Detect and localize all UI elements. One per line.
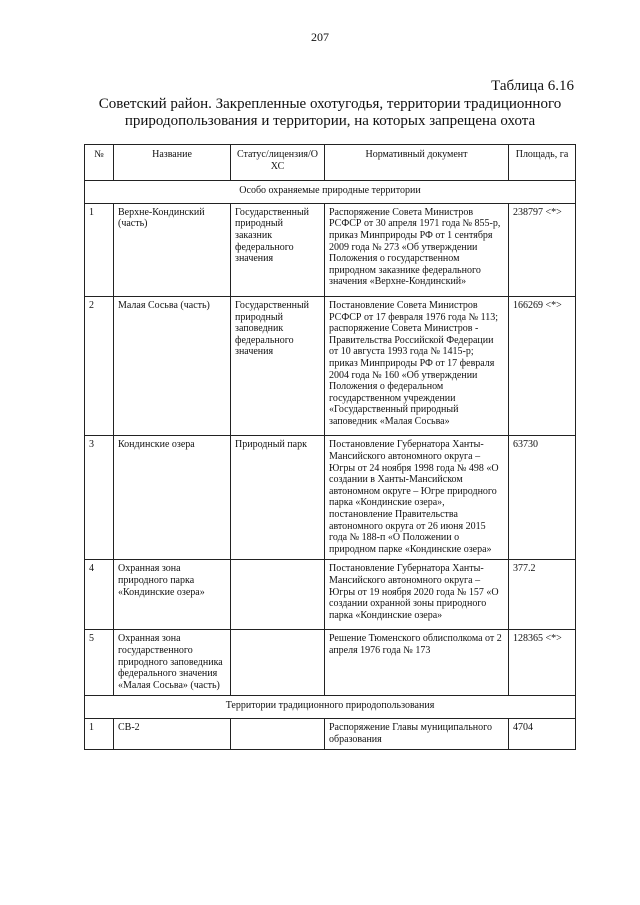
row-num: 1: [85, 718, 114, 749]
table-row: [85, 630, 576, 696]
row-area: 377.2: [509, 560, 576, 630]
table-label: Таблица 6.16: [491, 78, 574, 94]
row-area: 63730: [509, 436, 576, 560]
section-title: Территории традиционного природопользования: [85, 696, 576, 719]
row-document: Постановление Губернатора Ханты-Мансийского автономного округа – Югры от 24 ноября 1998 года № 498 «О создании в Ханты-Мансийском автономном округе – Югре природного парка «Кондинские озера», постановление Правительства автономного округа от 26 июня 2015 года № 188-п «О Положении о природном парке «Кондинские озера»: [325, 436, 509, 560]
row-num: 5: [85, 630, 114, 696]
row-status: [231, 630, 325, 696]
hunting-grounds-table: [84, 144, 576, 750]
row-document: Распоряжение Совета Министров РСФСР от 30 апреля 1971 года № 855-р, приказ Минприроды РФ от 1 сентября 2009 года № 273 «Об утверждении Положения о государственном природном заказнике федерального значения «Верхне-Кондинский»: [325, 203, 509, 296]
row-area: 166269 <*>: [509, 296, 576, 436]
row-area: 238797 <*>: [509, 203, 576, 296]
row-num: 3: [85, 436, 114, 560]
table-title: Советский район. Закрепленные охотугодья, территории традиционного природопользования и территории, на которых запрещена охота: [98, 96, 562, 129]
section-title: Особо охраняемые природные территории: [85, 181, 576, 204]
row-area: 4704: [509, 718, 576, 749]
section-row-traditional-use: [85, 696, 576, 719]
row-status: Государственный природный заказник федерального значения: [231, 203, 325, 296]
table-row: [85, 718, 576, 749]
row-name: СВ-2: [114, 718, 231, 749]
row-num: 1: [85, 203, 114, 296]
row-document: Решение Тюменского облисполкома от 2 апреля 1976 года № 173: [325, 630, 509, 696]
row-name: Малая Сосьва (часть): [114, 296, 231, 436]
header-status: Статус/лицензия/О ХС: [231, 145, 325, 181]
row-status: Государственный природный заповедник федерального значения: [231, 296, 325, 436]
row-name: Охранная зона природного парка «Кондинские озера»: [114, 560, 231, 630]
row-area: 128365 <*>: [509, 630, 576, 696]
table-row: [85, 296, 576, 436]
row-num: 2: [85, 296, 114, 436]
row-name: Верхне-Кондинский (часть): [114, 203, 231, 296]
row-name: Охранная зона государственного природного заповедника федерального значения «Малая Сосьва» (часть): [114, 630, 231, 696]
page-number: 207: [311, 30, 329, 44]
header-area: Площадь, га: [509, 145, 576, 181]
row-document: Постановление Губернатора Ханты-Мансийского автономного округа – Югры от 19 ноября 2020 года № 157 «О создании охранной зоны природного парка «Кондинские озера»: [325, 560, 509, 630]
row-status: [231, 560, 325, 630]
row-document: Распоряжение Главы муниципального образования: [325, 718, 509, 749]
header-num: №: [85, 145, 114, 181]
row-status: [231, 718, 325, 749]
table-row: [85, 560, 576, 630]
table-row: [85, 203, 576, 296]
row-name: Кондинские озера: [114, 436, 231, 560]
row-document: Постановление Совета Министров РСФСР от 17 февраля 1976 года № 113; распоряжение Совета Министров - Правительства Российской Федерации от 10 августа 1993 года № 1415-р; приказ Минприроды РФ от 17 февраля 2004 года № 160 «Об утверждении Положения о федеральном государственном учреждении «Государственный природный заповедник «Малая Сосьва»: [325, 296, 509, 436]
row-num: 4: [85, 560, 114, 630]
row-status: Природный парк: [231, 436, 325, 560]
section-row-protected-areas: [85, 181, 576, 204]
header-document: Нормативный документ: [325, 145, 509, 181]
table-header-row: [85, 145, 576, 181]
table-row: [85, 436, 576, 560]
header-name: Название: [114, 145, 231, 181]
